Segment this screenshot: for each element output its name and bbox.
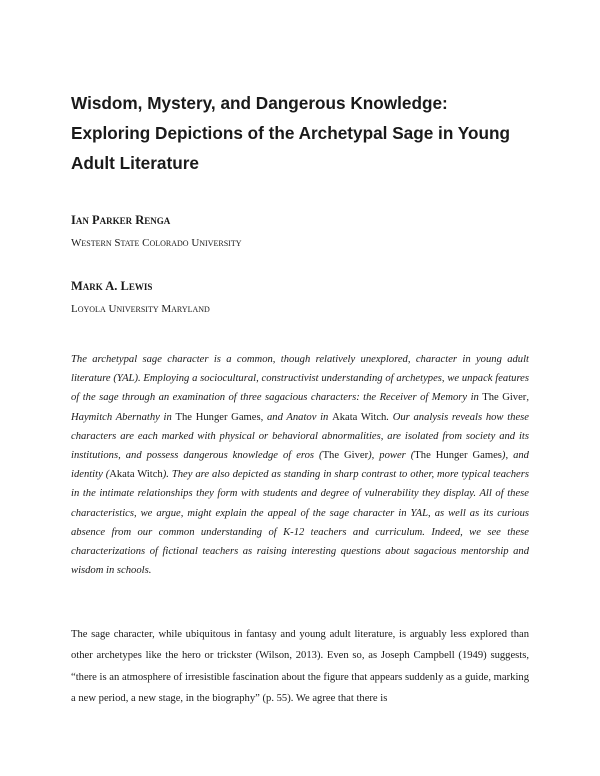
abstract xyxy=(71,350,529,580)
book-title: Akata Witch xyxy=(332,411,387,423)
title-line-2: Exploring Depictions of the Archetypal Sage in Young xyxy=(71,123,510,143)
abstract-text: ), and identity ( xyxy=(71,450,529,481)
abstract-text: ), power ( xyxy=(368,450,415,462)
book-title: The Hunger Games xyxy=(414,450,502,462)
book-title: The Hunger Games xyxy=(175,411,261,423)
title-line-1: Wisdom, Mystery, and Dangerous Knowledge: xyxy=(71,93,448,113)
author-affiliation: Western State Colorado University xyxy=(71,237,242,249)
author-name: Ian Parker Renga xyxy=(71,213,171,227)
abstract-text: . Our analysis reveals how these characters are each marked with physical or behavioral abnormalities, are isolated from society and its institutions, and possess dangerous knowledge of eros ( xyxy=(71,411,529,462)
abstract-text: The archetypal sage character is a common, though relatively unexplored, character in young adult literature (YAL). Employing a sociocultural, constructivist understanding of archetypes, we unpack features of the sage through an examination of three sagacious characters: the Receiver of Memory in xyxy=(71,354,529,404)
author-name: Mark A. Lewis xyxy=(71,279,153,293)
abstract-text: , and Anatov in xyxy=(260,411,333,423)
abstract-text: ). They are also depicted as standing in sharp contrast to other, more typical teachers in the intimate relationships they form with students and degree of vulnerability they display. All of these characteristics, we argue, might explain the appeal of the sage character in YAL, as well as its curious absence from our common understanding of K-12 teachers and curriculum. Indeed, we see these characterizations of fictional teachers as raising interesting questions about sagacious mentorship and wisdom in schools. xyxy=(71,469,529,577)
book-title: The Giver xyxy=(482,392,527,404)
book-title: The Giver xyxy=(322,450,369,462)
book-title: Akata Witch xyxy=(109,469,163,481)
author-affiliation: Loyola University Maryland xyxy=(71,303,210,315)
title-line-3: Adult Literature xyxy=(71,153,199,173)
body-paragraph: The sage character, while ubiquitous in fantasy and young adult literature, is arguably less explored than other archetypes like the hero or trickster (Wilson, 2013). Even so, as Joseph Campbell (1949) suggests, “there is an atmosphere of irresistible fascination about the figure that appears suddenly as a guide, marking a new period, a new stage, in the biography” (p. 55). We agree that there is xyxy=(71,629,529,705)
paper-title xyxy=(71,88,541,178)
abstract-text: , Haymitch Abernathy in xyxy=(71,392,529,423)
